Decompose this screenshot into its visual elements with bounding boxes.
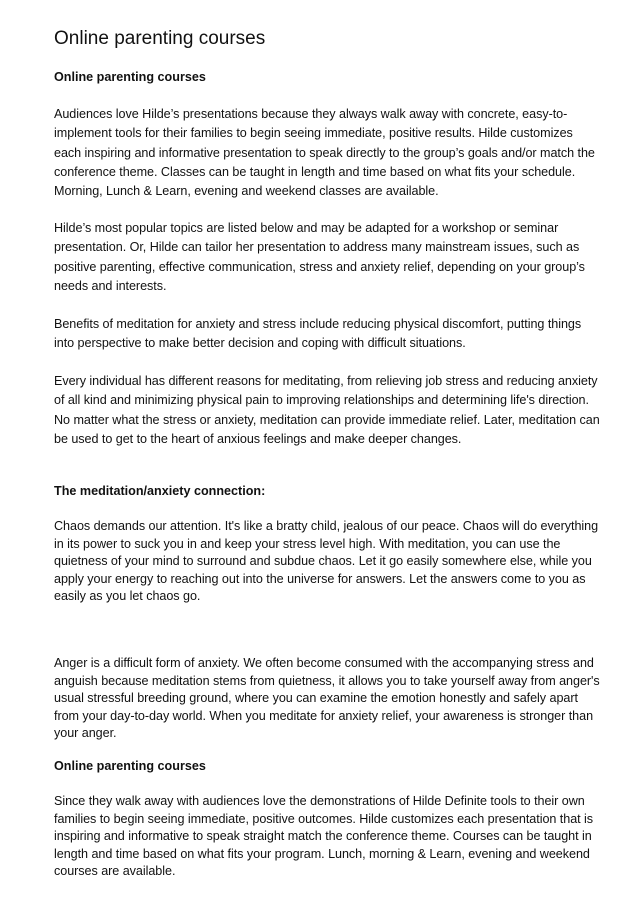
paragraph-audiences: Audiences love Hilde’s presentations because they always walk away with concrete, easy-to-implement tools for their families to begin seeing immediate, positive results. Hilde customizes each inspiring and informative presentation to speak directly to the group’s goals and/or match the conference theme. Classes can be taught in length and time based on what fits your schedule. Morning, Lunch & Learn, evening and weekend classes are available. (54, 107, 595, 199)
document-title: Online parenting courses (54, 28, 266, 49)
paragraph-every-individual: Every individual has different reasons for meditating, from relieving job stress and reducing anxiety of all kind and minimizing physical pain to improving relationships and determining life's direction. No matter what the stress or anxiety, meditation can provide immediate relief. Later, meditation can be used to get to the heart of anxious feelings and make deeper changes. (54, 374, 600, 446)
section-heading-online-parenting-courses-2: Online parenting courses (54, 759, 206, 773)
paragraph-anger: Anger is a difficult form of anxiety. We often become consumed with the accompanying stress and anguish because meditation stems from quietness, it allows you to take yourself away from anger's usual stressful breeding ground, where you can examine the emotion honestly and safely apart from your day-to-day world. When you meditate for anxiety relief, your awareness is stronger than your anger. (54, 656, 600, 740)
paragraph-popular-topics: Hilde’s most popular topics are listed below and may be adapted for a workshop or seminar presentation. Or, Hilde can tailor her presentation to address many mainstream issues, such as positive parenting, effective communication, stress and anxiety relief, depending on your group’s needs and interests. (54, 221, 585, 293)
section-heading-online-parenting-courses: Online parenting courses (54, 70, 206, 84)
section-heading-meditation-anxiety: The meditation/anxiety connection: (54, 484, 266, 498)
paragraph-since-they: Since they walk away with audiences love the demonstrations of Hilde Definite tools to their own families to begin seeing immediate, positive outcomes. Hilde customizes each presentation that is inspiring and informative to speak straight match the conference theme. Courses can be taught in length and time based on what fits your program. Lunch, morning & Learn, evening and weekend courses are available. (54, 794, 594, 878)
paragraph-chaos: Chaos demands our attention. It's like a bratty child, jealous of our peace. Chaos will do everything in its power to suck you in and keep your stress level high. With meditation, you can use the quietness of your mind to surround and subdue chaos. Let it go easily somewhere else, while you apply your energy to reaching out into the universe for answers. Let the answers come to you as easily as you let chaos go. (54, 519, 599, 603)
paragraph-benefits-meditation: Benefits of meditation for anxiety and stress include reducing physical discomfort, putting things into perspective to make better decision and coping with difficult situations. (54, 317, 582, 351)
